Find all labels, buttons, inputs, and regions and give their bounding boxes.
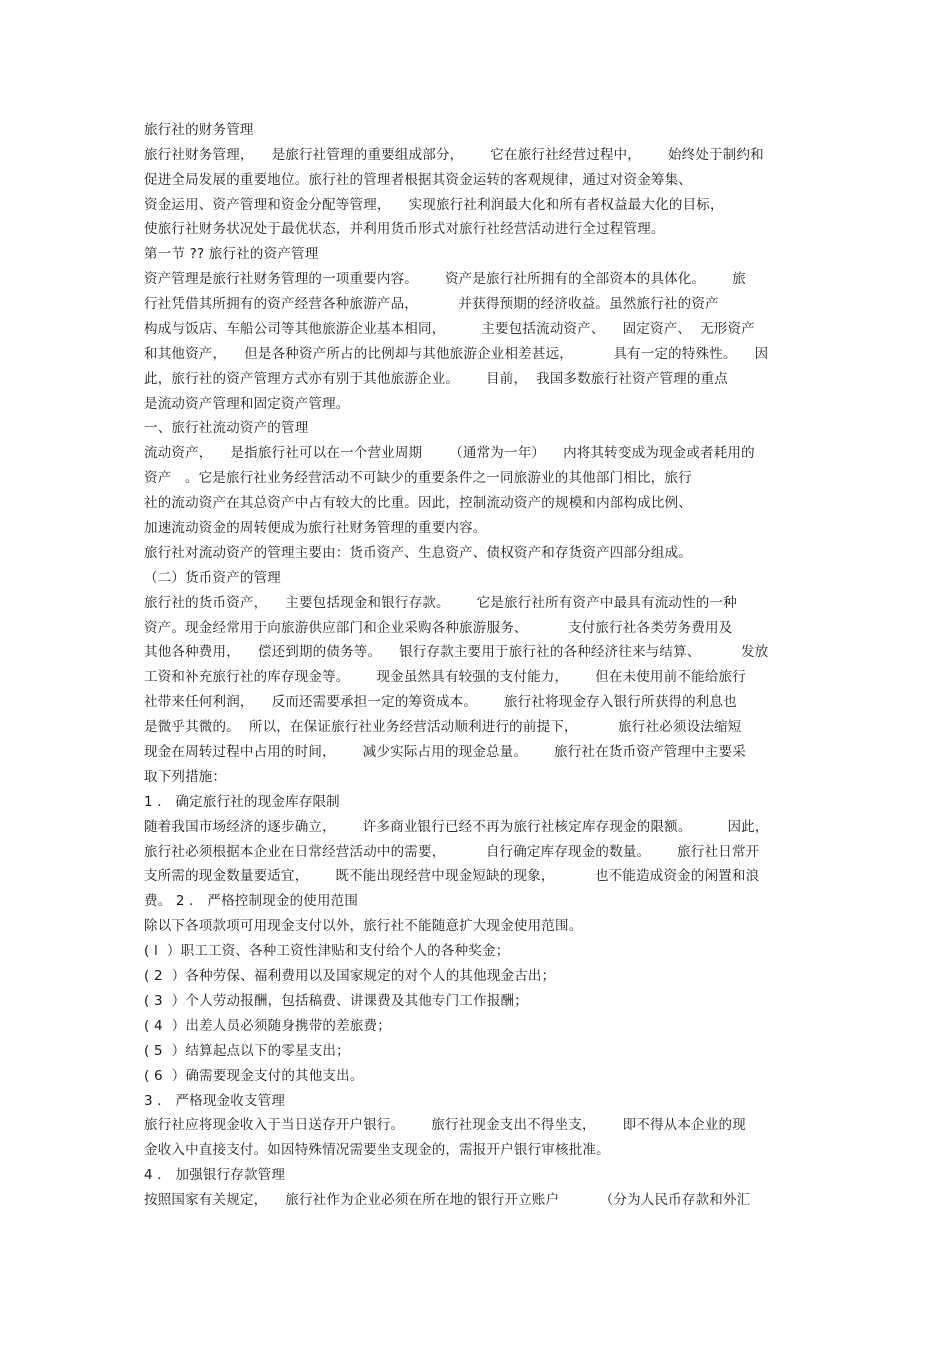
paragraph-line: 旅行社对流动资产的管理主要由：货币资产、生息资产、债权资产和存货资产四部分组成。 [144,545,692,561]
paragraph-line: 工资和补充旅行社的库存现金等。 现金虽然具有较强的支付能力， 但在未使用前不能给旅行 [144,669,746,685]
paragraph-line: 流动资产， 是指旅行社可以在一个营业周期 （通常为一年） 内将其转变成为现金或者耗用的 [144,445,755,461]
paragraph-line: 金收入中直接支付。如因特殊情况需要坐支现金的，需报开户银行审核批准。 [144,1142,610,1158]
paragraph-line: 费。 2 ． 严格控制现金的使用范围 [144,893,359,909]
paragraph-line: 资产管理是旅行社财务管理的一项重要内容。 资产是旅行社所拥有的全部资本的具体化。 旅 [144,271,746,287]
paragraph-line: 是微乎其微的。 所以，在保证旅行社业务经营活动顺利进行的前提下， 旅行社必须设法缩短 [144,719,742,735]
paragraph-line: 现金在周转过程中占用的时间， 减少实际占用的现金总量。 旅行社在货币资产管理中主要采 [144,744,746,760]
paragraph-line: 加速流动资金的周转便成为旅行社财务管理的重要内容。 [144,520,487,536]
paragraph-line: 使旅行社财务状况处于最优状态，并利用货币形式对旅行社经营活动进行全过程管理。 [144,221,665,237]
paragraph-line: 旅行社应将现金收入于当日送存开户银行。 旅行社现金支出不得坐支， 即不得从本企业的现 [144,1117,746,1133]
numbered-heading: 4 ． 加强银行存款管理 [144,1167,286,1183]
subsection-heading: 一、旅行社流动资产的管理 [144,420,309,436]
list-item: ( 3 ）个人劳动报酬，包括稿费、讲课费及其他专门工作报酬； [144,993,528,1009]
numbered-heading: 3 ． 严格现金收支管理 [144,1093,286,1109]
paragraph-line: 资金运用、资产管理和资金分配等管理， 实现旅行社利润最大化和所有者权益最大化的目标， [144,197,724,213]
paragraph-line: 构成与饭店、车船公司等其他旅游企业基本相同， 主要包括流动资产、 固定资产、 无形资产 [144,321,755,337]
paragraph-line: 按照国家有关规定， 旅行社作为企业必须在所在地的银行开立账户 （分为人民币存款和外汇 [144,1192,751,1208]
paragraph-line: 行社凭借其所拥有的资产经营各种旅游产品， 并获得预期的经济收益。虽然旅行社的资产 [144,296,719,312]
list-item: ( 6 ）确需要现金支付的其他支出。 [144,1068,364,1084]
paragraph-line: 支所需的现金数量要适宜， 既不能出现经营中现金短缺的现象， 也不能造成资金的闲置和浪 [144,868,760,884]
list-item: ( 5 ）结算起点以下的零星支出； [144,1043,350,1059]
paragraph-line: 是流动资产管理和固定资产管理。 [144,396,350,412]
paragraph-line: 资产。现金经常用于向旅游供应部门和企业采购各种旅游服务、 支付旅行社各类劳务费用及 [144,620,733,636]
paragraph-line: 除以下各项款项可用现金支付以外，旅行社不能随意扩大现金使用范围。 [144,918,583,934]
subsection-heading: （二）货币资产的管理 [144,570,281,586]
list-item: ( l ）职工工资、各种工资性津贴和支付给个人的各种奖金； [144,943,510,959]
list-item: ( 4 ）出差人员必须随身携带的差旅费； [144,1018,391,1034]
paragraph-line: 社带来任何利润， 反而还需要承担一定的筹资成本。 旅行社将现金存入银行所获得的利息也 [144,694,737,710]
list-item: ( 2 ）各种劳保、福利费用以及国家规定的对个人的其他现金古出； [144,968,556,984]
paragraph-line: 此，旅行社的资产管理方式亦有别于其他旅游企业。 目前， 我国多数旅行社资产管理的重点 [144,371,728,387]
section-heading: 第一节 ?? 旅行社的资产管理 [144,246,319,262]
paragraph-line: 社的流动资产在其总资产中占有较大的比重。因此，控制流动资产的规模和内部构成比例、 [144,495,692,511]
paragraph-line: 和其他资产， 但是各种资产所占的比例却与其他旅游企业相差甚远， 具有一定的特殊性。 因 [144,346,769,362]
paragraph-line: 旅行社必须根据本企业在日常经营活动中的需要， 自行确定库存现金的数量。 旅行社日常开 [144,844,760,860]
document-title: 旅行社的财务管理 [144,122,254,138]
paragraph-line: 旅行社财务管理， 是旅行社管理的重要组成部分， 它在旅行社经营过程中， 始终处于制约和 [144,147,764,163]
paragraph-line: 促进全局发展的重要地位。旅行社的管理者根据其资金运转的客观规律，通过对资金筹集、 [144,172,692,188]
paragraph-line: 随着我国市场经济的逐步确立， 许多商业银行已经不再为旅行社核定库存现金的限额。 因此， [144,819,769,835]
paragraph-line: 其他各种费用， 偿还到期的债务等。 银行存款主要用于旅行社的各种经济往来与结算、 发放 [144,644,769,660]
paragraph-line: 取下列措施： [144,769,227,785]
paragraph-line: 旅行社的货币资产， 主要包括现金和银行存款。 它是旅行社所有资产中最具有流动性的一种 [144,595,737,611]
paragraph-line: 资产 。它是旅行社业务经营活动不可缺少的重要条件之一同旅游业的其他部门相比，旅行 [144,470,692,486]
numbered-heading: 1 ． 确定旅行社的现金库存限制 [144,794,340,810]
